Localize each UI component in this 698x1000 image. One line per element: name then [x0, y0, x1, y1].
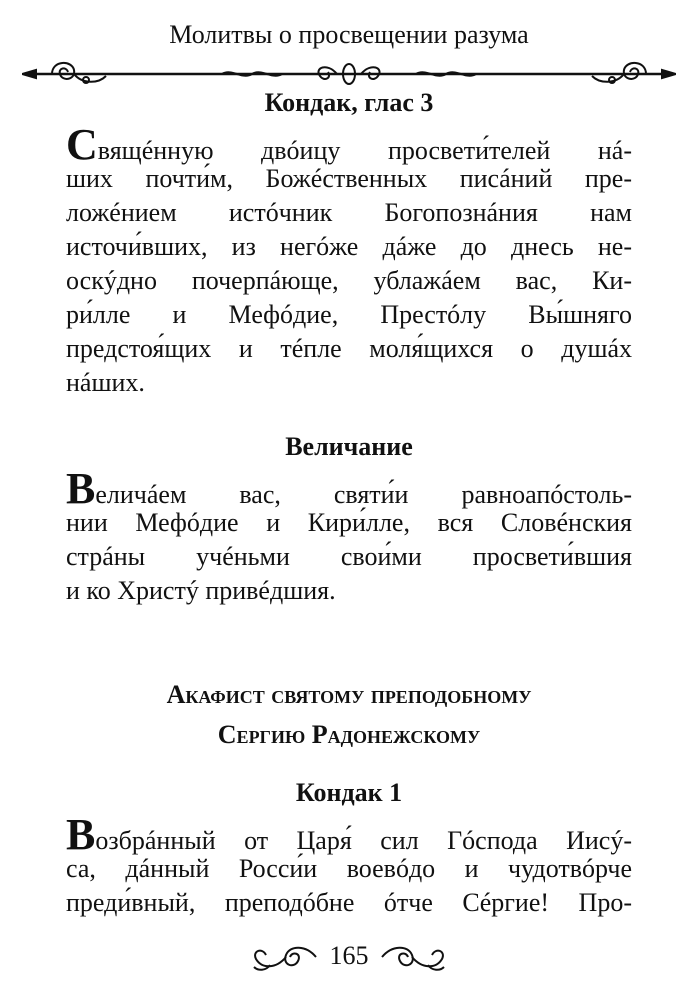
text-line: ших почти́м, Божéственных писáний пре- [66, 164, 632, 193]
section-heading-kondak-3: Кондак, глас 3 [264, 88, 434, 117]
paragraph-kondak-1 [66, 810, 632, 920]
text-line: оскýдно почерпáюще, ублажáем вас, Ки- [66, 266, 632, 295]
paragraph-kondak-3 [66, 120, 632, 400]
text-line: нáших. [66, 368, 145, 397]
text-line: ложéнием истóчник Богопознáния нам [66, 198, 632, 227]
text-line: предстоя́щих и тéпле моля́щихся о душáх [66, 334, 632, 363]
text-line: нии Мефóдие и Кири́лле, вся Словéнския [66, 508, 632, 537]
akathist-title-line-1: Акафист святому преподобному [166, 680, 532, 709]
drop-cap: В [66, 464, 96, 513]
running-head: Молитвы о просвещении разума [169, 20, 529, 49]
paragraph-velichanie [66, 464, 632, 608]
section-heading-velichanie: Величание [285, 432, 413, 461]
text-line: стрáны учéньми свои́ми просвети́вшия [66, 542, 632, 571]
drop-cap: С [66, 120, 98, 169]
text-line: преди́вный, преподóбне óтче Сéргие! Про- [66, 888, 632, 917]
akathist-title-line-2: Сергию Радонежскому [217, 720, 481, 749]
page-number: 165 [329, 941, 369, 970]
section-heading-kondak-1: Кондак 1 [295, 778, 403, 807]
text-line: Возбрáнный от Царя́ сил Гóспода Иисý- [66, 810, 632, 859]
text-line: са, дáнный Росси́и воевóдо и чудотвóрче [66, 854, 632, 883]
footer-ornament-left-icon [250, 941, 320, 973]
footer-ornament-right-icon [378, 941, 448, 973]
text-line: ри́лле и Мефóдие, Престóлу Вы́шняго [66, 300, 632, 329]
drop-cap: В [66, 810, 96, 859]
text-line: и ко Христý привéдшия. [66, 576, 336, 605]
page-footer [0, 935, 698, 979]
text-line: Величáем вас, святи́и равноапóстоль- [66, 464, 632, 513]
text-line: Свящéнную двóицу просвети́телей нá- [66, 120, 632, 169]
text-line: источи́вших, из негóже дáже до днесь не- [66, 232, 632, 261]
